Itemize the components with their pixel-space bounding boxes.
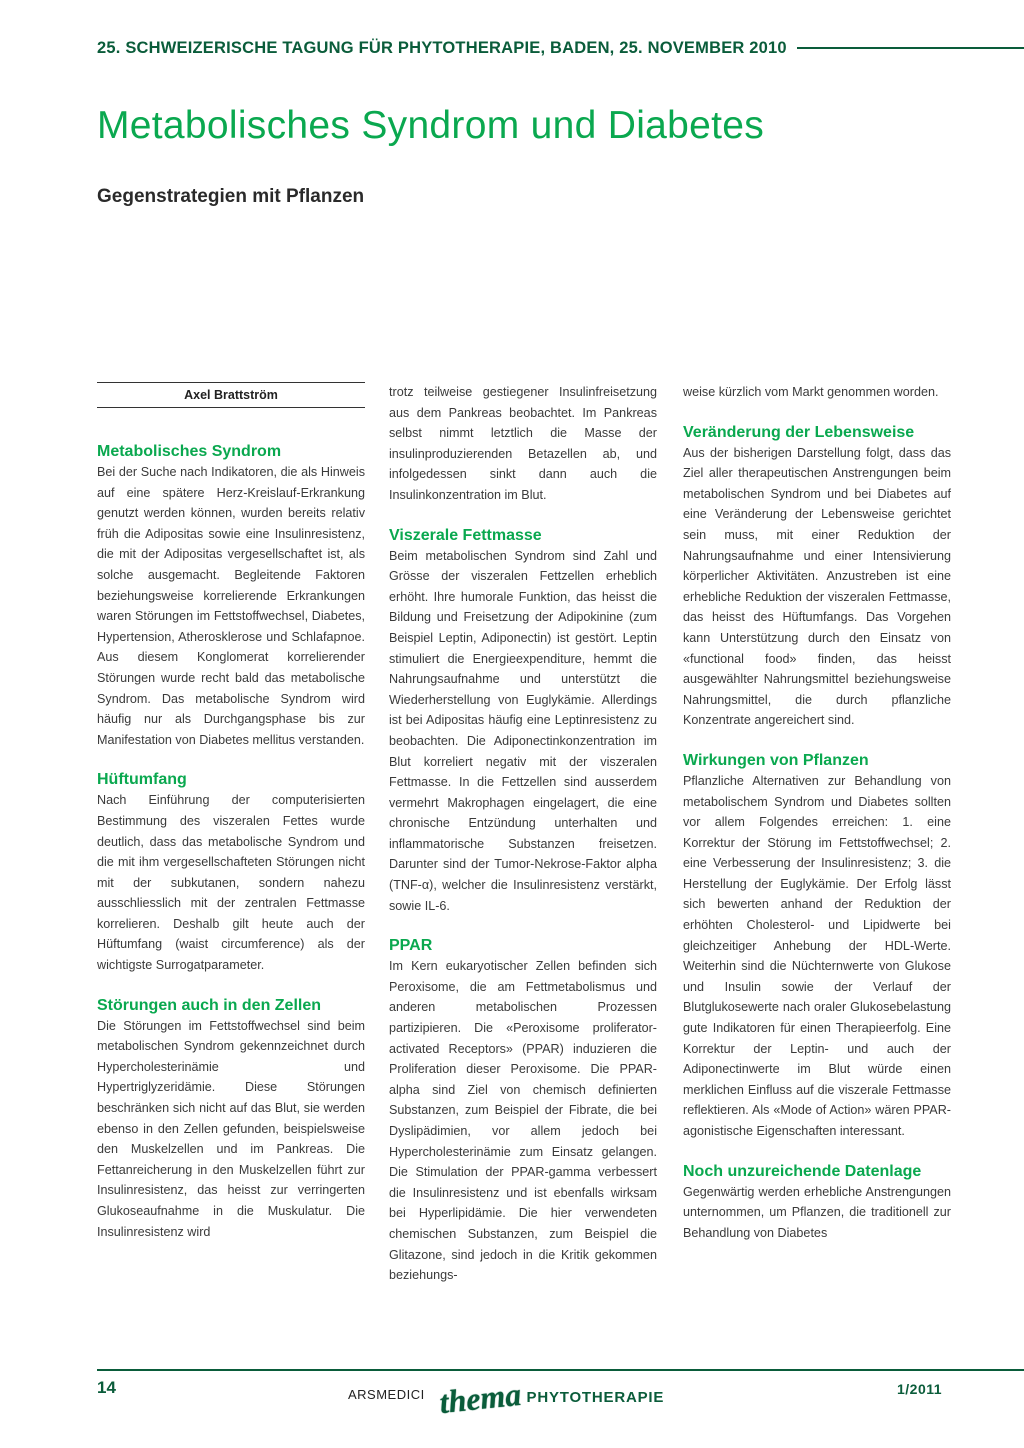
article-title: Metabolisches Syndrom und Diabetes	[97, 104, 765, 147]
column-3	[683, 382, 951, 1243]
section-paragraph: Gegenwärtig werden erhebliche Anstrengungen unternommen, um Pflanzen, die traditionell zur Behandlung von Diabetes	[683, 1184, 951, 1240]
author-name: Axel Brattström	[184, 387, 278, 402]
section-heading: Störungen auch in den Zellen	[97, 996, 322, 1014]
publication-brand	[348, 1374, 665, 1420]
section-heading: Wirkungen von Pflanzen	[683, 751, 869, 769]
author-byline	[97, 382, 365, 408]
thema-logo: thema	[437, 1375, 523, 1420]
section-heading: Noch unzureichende Datenlage	[683, 1162, 922, 1180]
page-number: 14	[97, 1378, 116, 1397]
continued-paragraph: weise kürzlich vom Markt genommen worden.	[683, 385, 939, 399]
arsmedici-logo: ARSMEDICI	[348, 1386, 425, 1402]
section-paragraph: Bei der Suche nach Indikatoren, die als Hinweis auf eine spätere Herz-Kreislauf-Erkrankung genutzt werden können, wurden bereits relativ früh die Adipositas sowie eine Insulinresistenz, die mit der Adipositas vergesellschaftet ist, als solche ausgemacht. Begleitende Faktoren beziehungsweise korrelierende Erkrankungen waren Störungen im Fettstoffwechsel, Diabetes, Hypertension, Atherosklerose und Schlafapnoe. Aus diesem Konglomerat korrelierender Störungen wurde recht bald das metabolische Syndrom. Das metabolische Syndrom wird häufig nur als Durchgangsphase bis zur Manifestation von Diabetes mellitus verstanden.	[97, 465, 365, 747]
section-paragraph: Nach Einführung der computerisierten Bestimmung des viszeralen Fettes wurde deutlich, dass das metabolische Syndrom und die mit ihm vergesellschafteten Störungen nicht mit der subkutanen, sondern nahezu ausschliesslich mit der zentralen Fettmasse korrelieren. Deshalb gilt heute auch der Hüftumfang (waist circumference) als der wichtigste Surrogatparameter.	[97, 793, 365, 973]
section-heading: Veränderung der Lebensweise	[683, 423, 915, 441]
section-heading: Metabolisches Syndrom	[97, 443, 282, 460]
section-paragraph: Im Kern eukaryotischer Zellen befinden sich Peroxisome, die am Fettmetabolismus und anderen metabolischen Prozessen partizipieren. Die «Peroxisome proliferator-activated Receptors» (PPAR) induzieren die Proliferation dieser Peroxisome. Die PPAR-alpha sind Ziel von chemisch definierten Substanzen, zum Beispiel der Fibrate, die bei Dyslipädimien, vor allem jedoch bei Hypercholesterinämie zum Einsatz gelangen. Die Stimulation der PPAR-gamma verbessert die Insulinresistenz und ist ebenfalls wirksam bei Hyperlipidämie. Die hier verwendeten chemischen Substanzen, zum Beispiel die Glitazone, sind jedoch in die Kritik gekommen beziehungs-	[389, 959, 657, 1283]
running-header	[97, 36, 1024, 60]
section-heading: Viszerale Fettmasse	[389, 526, 542, 544]
section-heading: Hüftumfang	[97, 771, 187, 789]
header-rule	[797, 47, 1024, 49]
conference-title: 25. SCHWEIZERISCHE TAGUNG FÜR PHYTOTHERAPIE, BADEN, 25. NOVEMBER 2010	[97, 38, 787, 57]
section-paragraph: Beim metabolischen Syndrom sind Zahl und Grösse der viszeralen Fettzellen erheblich erhöht. Ihre humorale Funktion, das heisst die Bildung und Freisetzung der Adipokinine (zum Beispiel Leptin, Adiponectin) ist gestört. Leptin stimuliert die Energieexpenditure, hemmt die Nahrungsaufnahme und unterstützt die Wiederherstellung von Euglykämie. Allerdings ist bei Adipositas häufig eine Leptinresistenz zu beobachten. Die Adiponectinkonzentration im Blut korreliert negativ mit der viszeralen Fettmasse. In die Fettzellen sind ausserdem vermehrt Makrophagen eingelagert, die eine chronische Entzündung unterhalten und inflammatorische Substanzen freisetzen. Darunter sind der Tumor-Nekrose-Faktor alpha (TNF-α), welcher die Insulinresistenz verstärkt, sowie IL-6.	[389, 548, 657, 913]
issue-number: 1/2011	[897, 1381, 943, 1397]
footer-rule	[97, 1369, 1024, 1371]
section-label: PHYTOTHERAPIE	[526, 1388, 665, 1406]
column-1	[97, 382, 365, 1242]
section-paragraph: Pflanzliche Alternativen zur Behandlung von metabolischem Syndrom und Diabetes sollten vor allem Folgendes erreichen: 1. eine Korrektur der Störung im Fettstoffwechsel; 2. eine Verbesserung der Insulinresistenz; 3. die Herstellung der Euglykämie. Der Erfolg lässt sich bewerten anhand der Reduktion der erhöhten Cholesterol- und Lipidwerte bei gleichzeitiger Anhebung der HDL-Werte. Weiterhin sind die Nüchternwerte von Glukose und Insulin sowie der Verlauf der Blutglukosewerte nach oraler Glukosebelastung gute Indikatoren für einen Therapieerfolg. Eine Korrektur der Leptin- und auch der Adiponectinwerte im Blut würde einen merklichen Einfluss auf die viszerale Fettmasse reflektieren. Als «Mode of Action» wären PPAR-agonistische Eigenschaften interessant.	[683, 773, 951, 1138]
continued-paragraph: trotz teilweise gestiegener Insulinfreisetzung aus dem Pankreas beobachtet. Im Pankreas selbst nimmt letztlich die Masse der insulinproduzierenden Betazellen ab, und infolgedessen sinkt dann auch die Insulinkonzentration im Blut.	[389, 385, 657, 502]
section-paragraph: Die Störungen im Fettstoffwechsel sind beim metabolischen Syndrom gekennzeichnet durch Hypercholesterinämie und Hypertriglyzeridämie. Diese Störungen beschränken sich nicht auf das Blut, sie werden ebenso in den Zellen gefunden, beispielsweise den Muskelzellen und im Pankreas. Die Fettanreicherung in den Muskelzellen führt zur Insulinresistenz, das heisst zur verringerten Glukoseaufnahme in die Muskulatur. Die Insulinresistenz wird	[97, 1018, 365, 1239]
section-heading: PPAR	[389, 937, 433, 955]
section-paragraph: Aus der bisherigen Darstellung folgt, dass das Ziel aller therapeutischen Anstrengungen beim metabolischen Syndrom und bei Diabetes auf eine Veränderung der Lebensweise gerichtet sein muss, mit einer Reduktion der Nahrungsaufnahme und einer Intensivierung körperlicher Aktivitäten. Anzustreben ist eine erhebliche Reduktion der viszeralen Fettmasse, das heisst des Hüftumfangs. Das Vorgehen kann Unterstützung durch den Einsatz von «functional food» finden, das heisst ausgewählter Nahrungsmittel beziehungsweise Nahrungsmittel, die durch pflanzliche Konzentrate angereichert sind.	[683, 445, 951, 728]
article-subtitle: Gegenstrategien mit Pflanzen	[97, 186, 365, 207]
column-2	[389, 382, 657, 1286]
